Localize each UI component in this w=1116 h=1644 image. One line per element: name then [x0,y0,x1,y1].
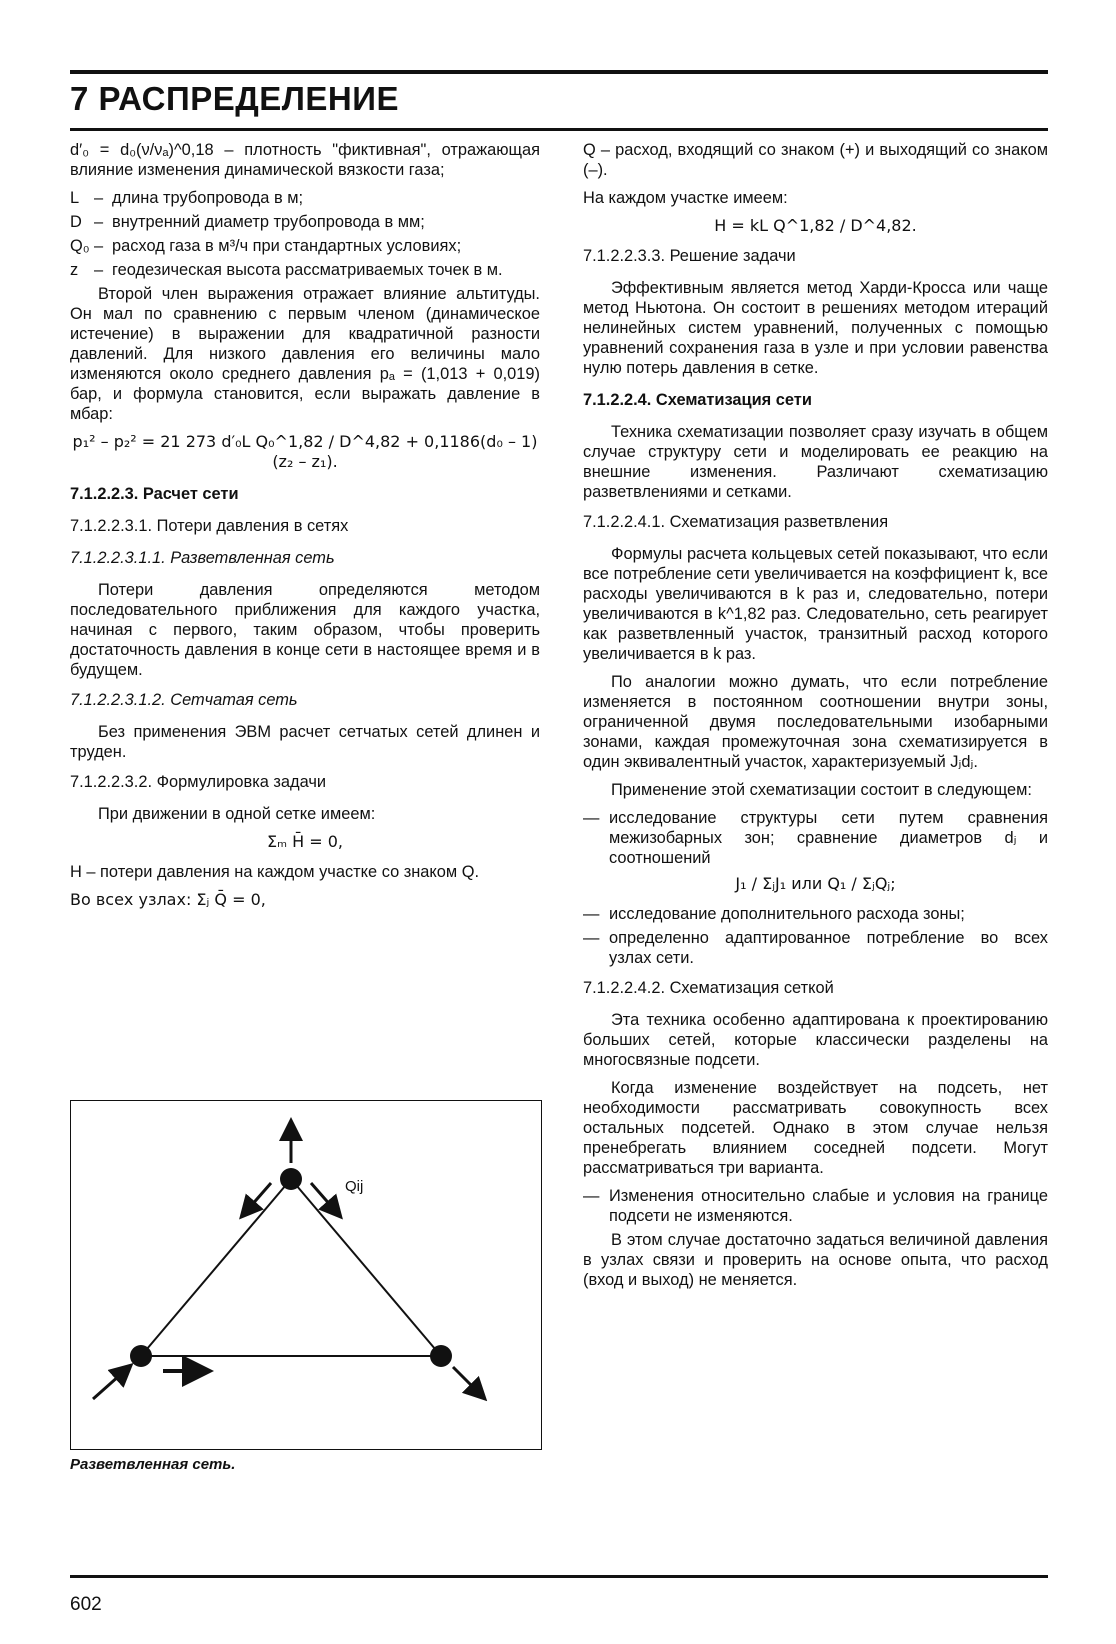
definition-text: геодезическая высота рассматриваемых точек в м. [112,261,503,279]
heading-problem-statement: 7.1.2.2.3.2. Формулировка задачи [70,773,327,791]
formula-pressure-difference: p₁² – p₂² = 21 273 d′₀L Q₀^1,82 / D^4,82 + 0,1186(d₀ – 1)(z₂ – z₁). [72,432,538,471]
definition-symbol: L [70,189,80,207]
definition-symbol: z [70,261,79,279]
paragraph-h-definition: H – потери давления на каждом участке со знаком Q. [70,863,480,881]
paragraph-each-section: На каждом участке имеем: [583,189,788,207]
paragraph-second-term: Второй член выражения отражает влияние альтитуды. Он мал по сравнению с первым членом (динамическое истечение) в выражении для квадратичной разности давлений. Для низкого давления его величины мало изменяются около среднего давления pₐ = (1,013 + 0,019) бар, и формула становится, если выражать давление в мбар: [70,285,540,423]
paragraph-solution: Эффективным является метод Харди-Кросса или чаще метод Ньютона. Он состоит в решениях методом итераций нелинейных систем уравнений, полученных с помощью уравнений сохранения газа в узле и при условии равенства нулю потерь давления в сетке. [583,279,1048,377]
bullet-dash: — [583,905,600,923]
definition-text: внутренний диаметр трубопровода в мм; [112,213,425,231]
paragraph-branched: Потери давления определяются методом последовательного приближения для каждого участка, начиная с первого, таким образом, чтобы проверить достаточность давления в конце сети в настоящее время и в будущем. [70,581,540,679]
formula-ratio: J₁ / ΣⱼJ₁ или Q₁ / ΣⱼQⱼ; [735,874,896,893]
formula-nodes: Во всех узлах: Σⱼ Q̄ = 0, [70,890,266,909]
bullet-text: определенно адаптированное потребление во всех узлах сети. [609,929,1048,967]
heading-mesh-network: 7.1.2.2.3.1.2. Сетчатая сеть [70,691,298,709]
bullet-item [583,1186,1048,1226]
paragraph-analogy: По аналогии можно думать, что если потребление изменяется в постоянном соотношении внутри зоны, ограниченной двумя последовательными изобарными зонами, каждая промежуточная зона схематизируется в один эквивалентный участок, характеризуемый Jⱼdⱼ. [583,673,1048,771]
right-column [583,140,1048,1298]
arrow-flow-right [311,1183,339,1215]
node-left [130,1345,152,1367]
edge-left [141,1179,291,1356]
heading-mesh-schematization: 7.1.2.2.4.2. Схематизация сеткой [583,979,834,997]
left-column [70,140,540,920]
paragraph-formulas: Формулы расчета кольцевых сетей показывают, что если все потребление сети увеличивается на коэффициент k, все расходы увеличиваются в k раз и, следовательно, потери увеличиваются в k^1,82 раз. Следовательно, сеть реагирует как разветвленный участок, транзитный расход которого увеличивается в k раз. [583,545,1048,663]
bullet-item [583,928,1048,968]
heading-branched-network: 7.1.2.2.3.1.1. Разветвленная сеть [70,549,335,567]
heading-network-calculation: 7.1.2.2.3. Расчет сети [70,485,239,503]
paragraph-schematization: Техника схематизации позволяет сразу изучать в общем случае структуру сети и моделировать ее реакцию на внешние изменения. Различают схематизацию разветвлениями и сетками. [583,423,1048,501]
density-definition: d′₀ = d₀(ν/νₐ)^0,18 – плотность "фиктивная", отражающая влияние изменения динамической вязкости газа; [70,141,540,179]
node-top [280,1168,302,1190]
edge-right [291,1179,441,1356]
bullet-dash: — [583,929,600,947]
node-right [430,1345,452,1367]
header-rule [70,128,1048,131]
definition-Q0 [70,236,540,256]
paragraph-one-mesh: При движении в одной сетке имеем: [98,805,376,823]
definition-dash: – [94,237,104,255]
definitions-list [70,188,540,280]
paragraph-mesh: Без применения ЭВМ расчет сетчатых сетей длинен и труден. [70,723,540,761]
definition-dash: – [94,189,104,207]
branched-network-figure [70,1100,542,1450]
paragraph-q-definition: Q – расход, входящий со знаком (+) и выходящий со знаком (–). [583,141,1048,179]
definition-symbol: Q₀ [70,237,90,255]
paragraph-mesh-technique: Эта техника особенно адаптирована к проектированию больших сетей, которые классически разделены на многосвязные подсети. [583,1011,1048,1069]
arrow-flow-left [243,1183,271,1215]
chapter-title: 7 РАСПРЕДЕЛЕНИЕ [70,80,399,117]
triangle-edges [141,1179,441,1356]
definition-L [70,188,540,208]
definition-symbol: D [70,213,82,231]
formula-h: H = kL Q^1,82 / D^4,82. [714,216,917,235]
bullet-item [583,904,1048,924]
definition-text: расход газа в м³/ч при стандартных условиях; [112,237,462,255]
bullet-dash: — [583,1187,600,1205]
arrow-outflow [453,1367,483,1397]
heading-branch-schematization: 7.1.2.2.4.1. Схематизация разветвления [583,513,889,531]
definition-D [70,212,540,232]
paragraph-subnet: Когда изменение воздействует на подсеть, нет необходимости рассматривать совокупность всех остальных подсетей. Однако в этом случае нельзя пренебрегать влиянием соседней подсети. Могут рассматриваться три варианта. [583,1079,1048,1177]
paragraph-final: В этом случае достаточно задаться величиной давления в узлах связи и проверить на основе опыта, что расход (вход и выход) не меняется. [583,1231,1048,1289]
bullet-text: Изменения относительно слабые и условия на границе подсети не изменяются. [609,1187,1048,1225]
page-number: 602 [70,1594,102,1615]
bullet-item [583,808,1048,868]
bullet-text: исследование структуры сети путем сравнения межизобарных зон; сравнение диаметров dⱼ и соотношений [609,809,1048,867]
network-diagram [71,1101,541,1449]
label-qij: Qij [345,1178,364,1195]
heading-solution: 7.1.2.2.3.3. Решение задачи [583,247,796,265]
heading-pressure-losses: 7.1.2.2.3.1. Потери давления в сетях [70,517,349,535]
paragraph-application: Применение этой схематизации состоит в следующем: [611,781,1032,799]
arrow-inflow [93,1367,129,1399]
definition-dash: – [94,261,104,279]
definition-text: длина трубопровода в м; [112,189,304,207]
heading-schematization: 7.1.2.2.4. Схематизация сети [583,391,812,409]
figure-caption: Разветвленная сеть. [70,1456,236,1473]
definition-dash: – [94,213,104,231]
bullet-text: исследование дополнительного расхода зоны; [609,905,965,923]
definition-z [70,260,540,280]
top-rule [70,70,1048,74]
bullet-dash: — [583,809,600,827]
footer-rule [70,1575,1048,1578]
formula-sum-h: Σₘ H̄ = 0, [266,832,344,851]
